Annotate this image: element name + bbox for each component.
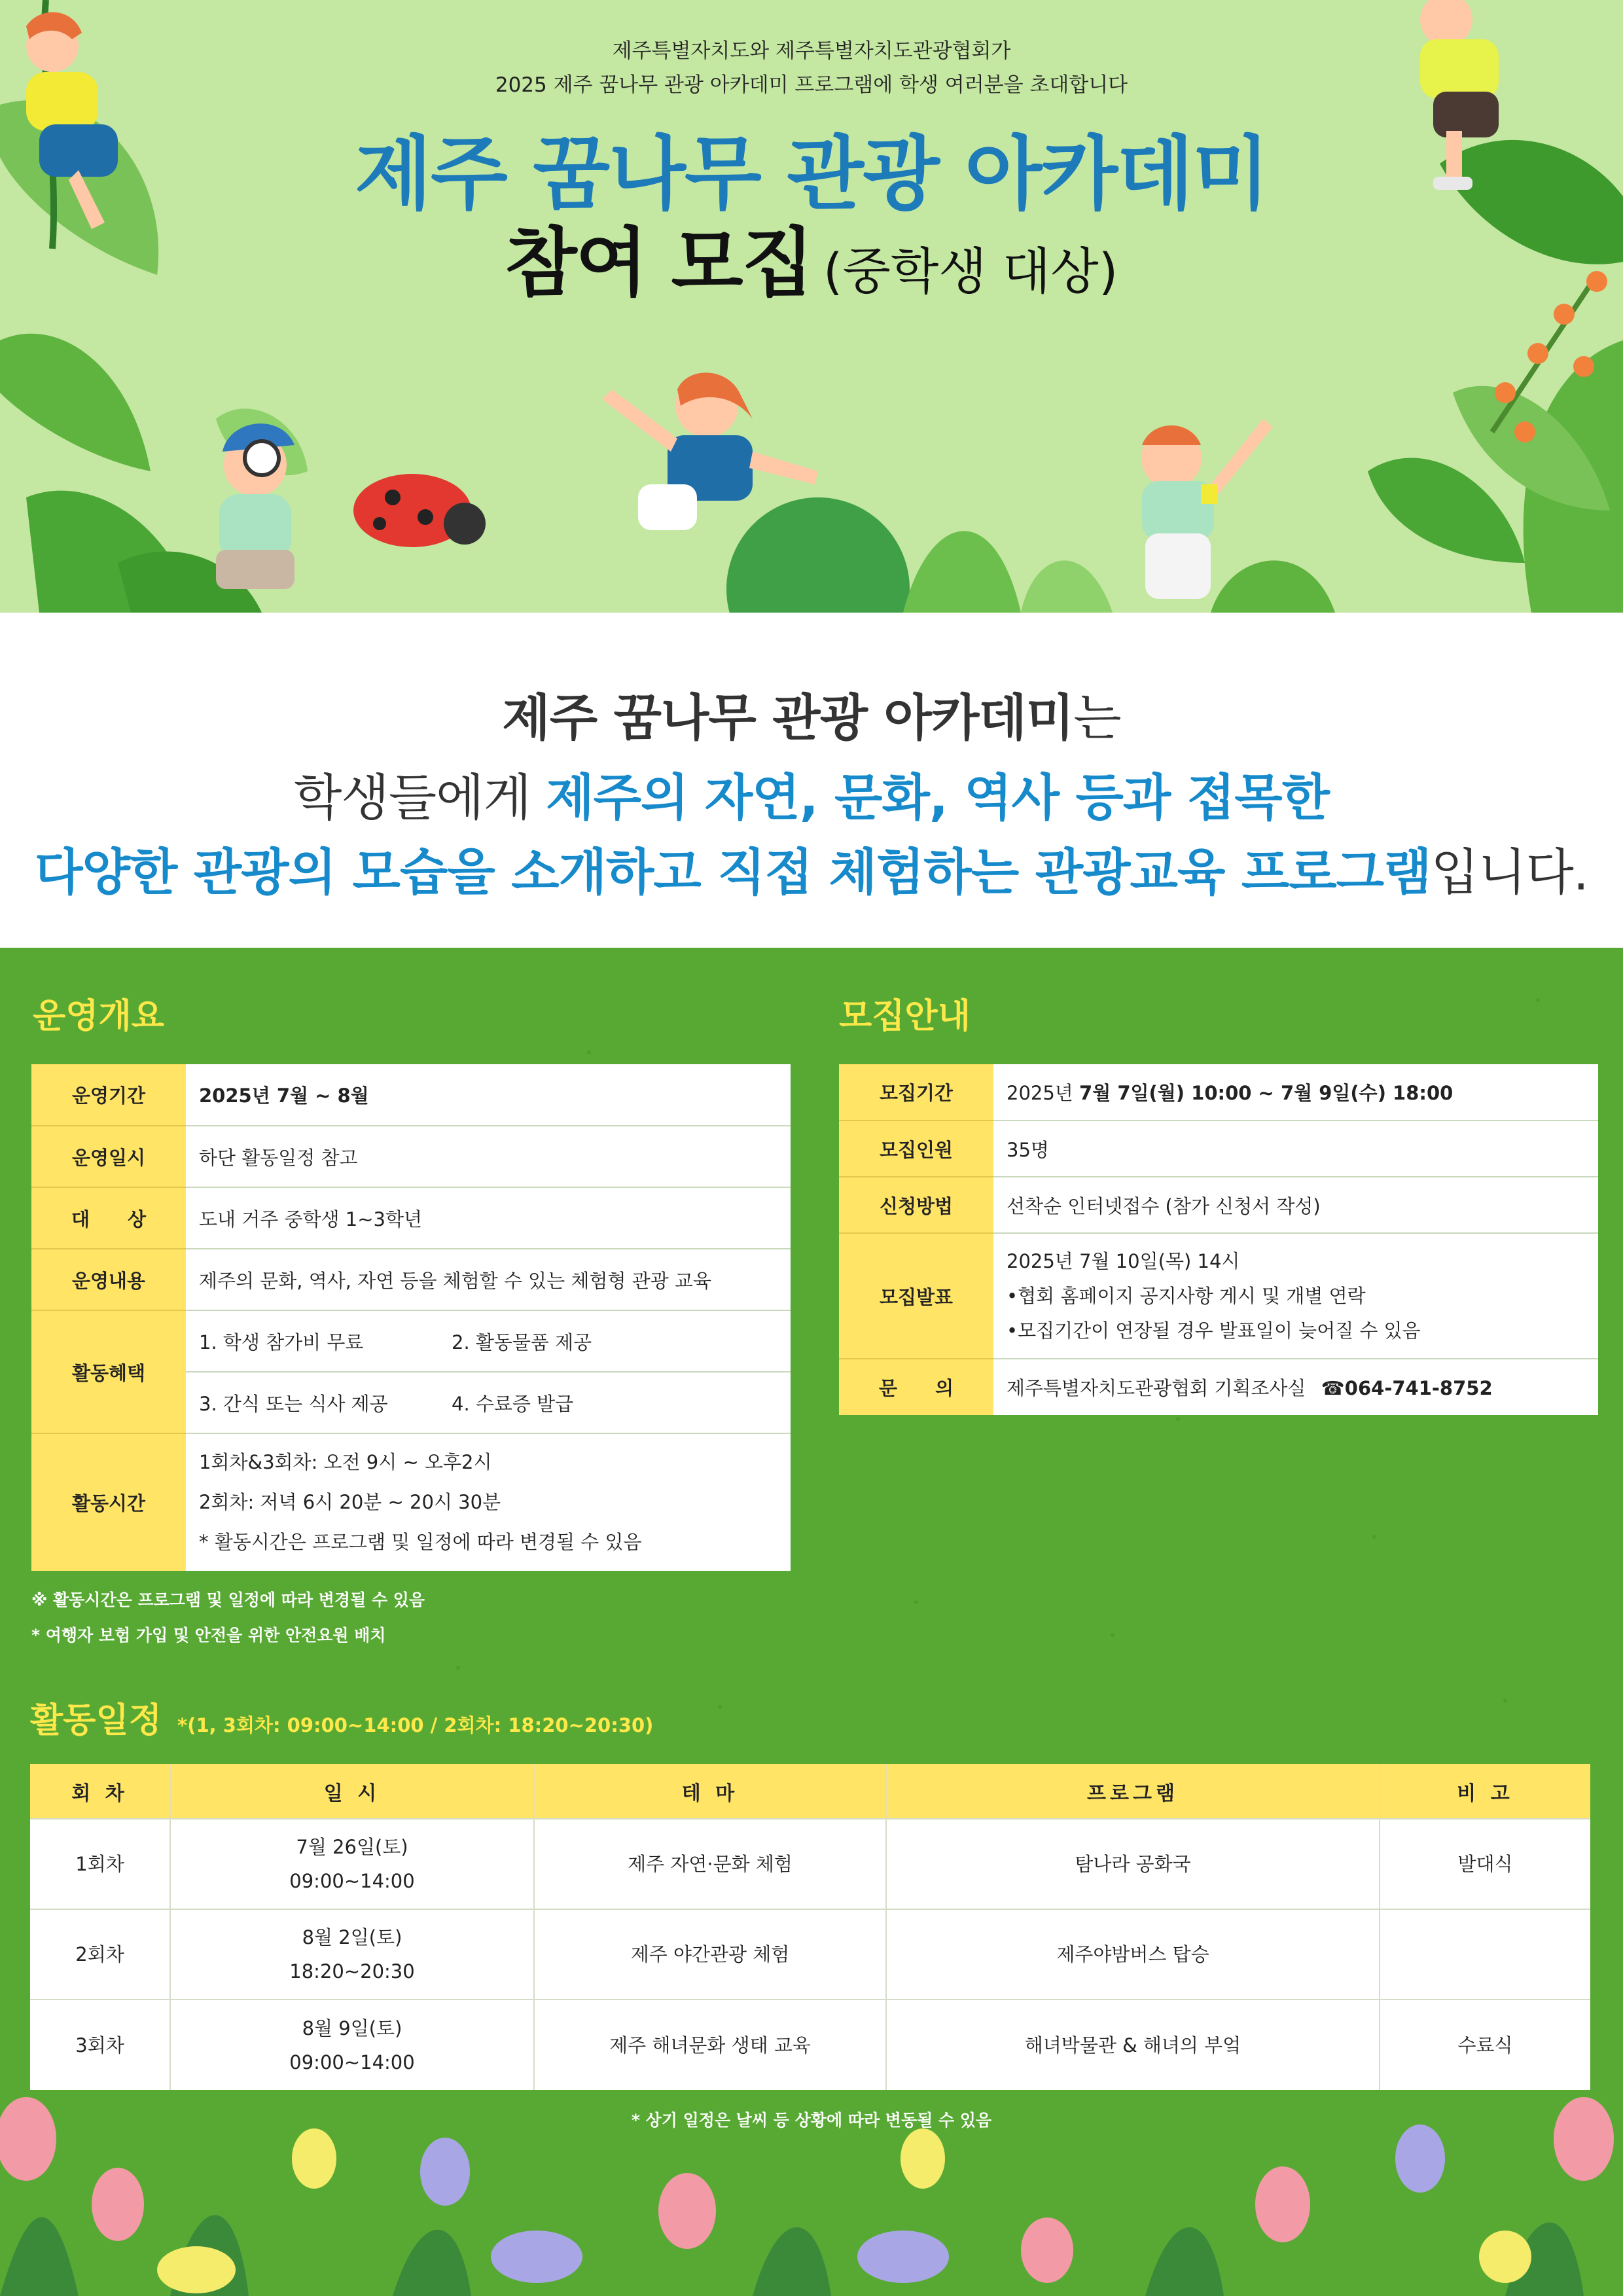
recruit-row xyxy=(839,1233,1598,1359)
schedule-header: 비 고 xyxy=(1380,1764,1590,1819)
recruit-row xyxy=(839,1121,1598,1177)
overview-label: 운영일시 xyxy=(31,1126,186,1187)
overview-table xyxy=(31,1064,791,1571)
intro-line-2-highlight: 제주의 자연, 문화, 역사 등과 접목한 xyxy=(546,768,1330,827)
schedule-row xyxy=(30,1909,1590,2000)
schedule-note xyxy=(1380,1909,1590,2000)
schedule-program: 제주야밤버스 탑승 xyxy=(886,1909,1380,2000)
time-value xyxy=(186,1433,791,1571)
overview-note: ※ 활동시간은 프로그램 및 일정에 따라 변경될 수 있음 xyxy=(31,1590,425,1609)
benefit-item: 2. 활동물품 제공 xyxy=(452,1331,592,1354)
schedule-datetime xyxy=(170,1819,534,1909)
recruit-label: 문 의 xyxy=(839,1359,993,1415)
recruit-period-dates: 7월 7일(월) 10:00 ~ 7월 9일(수) 18:00 xyxy=(1079,1082,1454,1104)
recruit-period-prefix: 2025년 xyxy=(1007,1082,1080,1104)
benefits-value-2 xyxy=(186,1372,791,1433)
time-label: 활동시간 xyxy=(31,1433,186,1571)
schedule-date: 7월 26일(토) xyxy=(296,1836,408,1858)
schedule-subtitle: *(1, 3회차: 09:00~14:00 / 2회차: 18:20~20:30) xyxy=(177,1714,654,1736)
announce-line: •모집기간이 연장될 경우 발표일이 늦어질 수 있음 xyxy=(1007,1319,1421,1342)
overview-row xyxy=(31,1249,791,1310)
schedule-round: 3회차 xyxy=(30,2000,170,2090)
overview-value xyxy=(186,1064,791,1126)
benefits-value-1 xyxy=(186,1310,791,1372)
schedule-table xyxy=(30,1764,1590,2090)
recruit-row xyxy=(839,1177,1598,1233)
overview-row xyxy=(31,1187,791,1249)
overview-row xyxy=(31,1064,791,1126)
hero-title-sub: (중학생 대상) xyxy=(823,242,1118,300)
schedule-theme: 제주 야간관광 체험 xyxy=(534,1909,886,2000)
schedule-title: 활동일정 xyxy=(30,1701,162,1740)
overview-period-value: 2025년 7월 ~ 8월 xyxy=(199,1085,369,1107)
recruit-period-value xyxy=(993,1064,1598,1121)
schedule-header: 일 시 xyxy=(170,1764,534,1819)
schedule-round: 2회차 xyxy=(30,1909,170,2000)
schedule-footnote: * 상기 일정은 날씨 등 상황에 따라 변동될 수 있음 xyxy=(631,2111,992,2130)
schedule-program: 해녀박물관 & 해녀의 부엌 xyxy=(886,2000,1380,2090)
hero-banner xyxy=(0,0,1623,613)
benefits-pair-2 xyxy=(199,1390,791,1416)
time-line: 2회차: 저녁 6시 20분 ~ 20시 30분 xyxy=(199,1491,501,1513)
recruit-method-value: 선착순 인터넷접수 (참가 신청서 작성) xyxy=(993,1177,1598,1233)
schedule-time: 09:00~14:00 xyxy=(289,2051,415,2073)
intro-line-3-tail: 입니다. xyxy=(1431,843,1588,901)
recruit-contact-value xyxy=(993,1359,1598,1415)
contact-org: 제주특별자치도관광협회 기획조사실 xyxy=(1007,1377,1306,1399)
time-line: 1회차&3회차: 오전 9시 ~ 오후2시 xyxy=(199,1451,492,1473)
intro-line-1-tail: 는 xyxy=(1073,689,1121,747)
benefits-label: 활동혜택 xyxy=(31,1310,186,1433)
intro-line-3 xyxy=(0,833,1623,904)
schedule-date: 8월 9일(토) xyxy=(302,2017,402,2039)
recruit-announce-value xyxy=(993,1233,1598,1359)
recruit-row xyxy=(839,1064,1598,1121)
announce-line: 2025년 7월 10일(목) 14시 xyxy=(1007,1249,1240,1272)
benefits-pair-1 xyxy=(199,1328,791,1355)
schedule-datetime xyxy=(170,1909,534,2000)
benefit-item: 4. 수료증 발급 xyxy=(452,1392,574,1415)
schedule-header-row xyxy=(30,1764,1590,1819)
schedule-title-wrap xyxy=(30,1693,653,1742)
overview-value: 도내 거주 중학생 1~3학년 xyxy=(186,1187,791,1249)
recruit-count-value: 35명 xyxy=(993,1121,1598,1177)
overview-label: 운영기간 xyxy=(31,1064,186,1126)
intro-section xyxy=(0,613,1623,948)
intro-line-2-head: 학생들에게 xyxy=(293,768,546,827)
schedule-time: 09:00~14:00 xyxy=(289,1870,415,1892)
schedule-note: 수료식 xyxy=(1380,2000,1590,2090)
details-section xyxy=(0,948,1623,2296)
schedule-header: 회 차 xyxy=(30,1764,170,1819)
schedule-program: 탐나라 공화국 xyxy=(886,1819,1380,1909)
time-row xyxy=(31,1433,791,1571)
recruit-label: 모집발표 xyxy=(839,1233,993,1359)
overview-label: 대 상 xyxy=(31,1187,186,1249)
hero-title-2 xyxy=(0,203,1623,310)
overview-title: 운영개요 xyxy=(33,997,164,1036)
recruit-label: 신청방법 xyxy=(839,1177,993,1233)
recruit-title: 모집안내 xyxy=(839,997,971,1036)
intro-line-1-bold: 제주 꿈나무 관광 아카데미 xyxy=(502,689,1074,747)
intro-line-3-highlight: 다양한 관광의 모습을 소개하고 직접 체험하는 관광교육 프로그램 xyxy=(35,843,1431,901)
schedule-time: 18:20~20:30 xyxy=(289,1960,415,1982)
hero-subtitle-2: 2025 제주 꿈나무 관광 아카데미 프로그램에 학생 여러분을 초대합니다 xyxy=(495,73,1128,97)
schedule-row xyxy=(30,1819,1590,1909)
schedule-theme: 제주 해녀문화 생태 교육 xyxy=(534,2000,886,2090)
recruit-label: 모집기간 xyxy=(839,1064,993,1121)
schedule-note: 발대식 xyxy=(1380,1819,1590,1909)
benefit-item: 3. 간식 또는 식사 제공 xyxy=(199,1392,388,1415)
hero-title-main: 참여 모집 xyxy=(505,219,813,306)
intro-line-2 xyxy=(0,758,1623,829)
overview-note: * 여행자 보험 가입 및 안전을 위한 안전요원 배치 xyxy=(31,1626,386,1645)
recruit-row xyxy=(839,1359,1598,1415)
overview-notes xyxy=(31,1583,425,1653)
time-line: * 활동시간은 프로그램 및 일정에 따라 변경될 수 있음 xyxy=(199,1531,642,1553)
benefits-row-1 xyxy=(31,1310,791,1372)
overview-label: 운영내용 xyxy=(31,1249,186,1310)
schedule-header: 테 마 xyxy=(534,1764,886,1819)
recruit-table xyxy=(839,1064,1598,1415)
schedule-theme: 제주 자연·문화 체험 xyxy=(534,1819,886,1909)
hero-subtitle-1: 제주특별자치도와 제주특별자치도관광협회가 xyxy=(612,39,1011,63)
benefit-item: 1. 학생 참가비 무료 xyxy=(199,1331,364,1354)
recruit-label: 모집인원 xyxy=(839,1121,993,1177)
intro-line-1 xyxy=(0,678,1623,749)
overview-value: 제주의 문화, 역사, 자연 등을 체험할 수 있는 체험형 관광 교육 xyxy=(186,1249,791,1310)
contact-phone: ☎064-741-8752 xyxy=(1321,1377,1493,1399)
overview-value: 하단 활동일정 참고 xyxy=(186,1126,791,1187)
schedule-header: 프로그램 xyxy=(886,1764,1380,1819)
hero-title: 제주 꿈나무 관광 아카데미 xyxy=(355,128,1268,221)
schedule-date: 8월 2일(토) xyxy=(302,1926,402,1948)
announce-line: •협회 홈페이지 공지사항 게시 및 개별 연락 xyxy=(1007,1284,1366,1307)
schedule-round: 1회차 xyxy=(30,1819,170,1909)
tulip-illustration xyxy=(0,2060,1623,2296)
overview-row xyxy=(31,1126,791,1187)
